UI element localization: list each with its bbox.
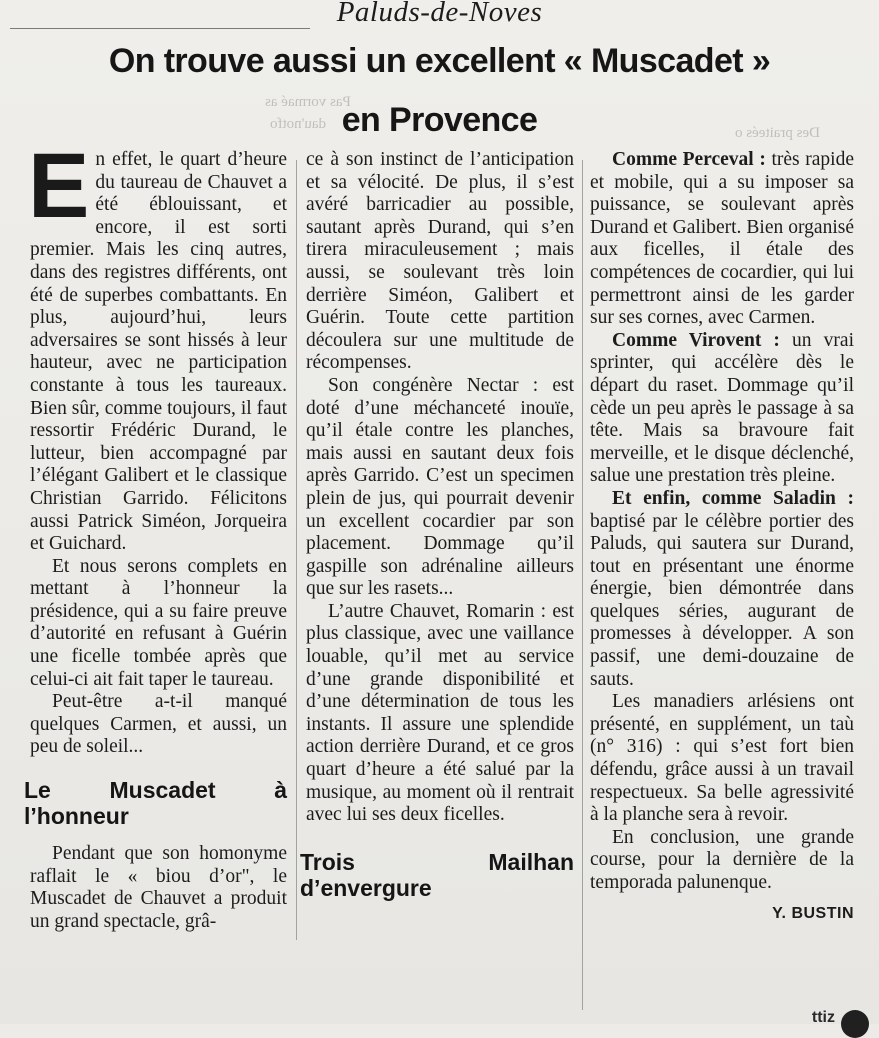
paragraph: Pendant que son homonyme raflait le « biou d’or", le Muscadet de Chauvet a produit un grand spectacle, grâ-	[30, 843, 287, 932]
article-column-1	[24, 135, 287, 933]
paragraph	[590, 488, 854, 691]
drop-cap: E	[28, 135, 90, 237]
paragraph-text: baptisé par le célèbre portier des Paluds, qui sautera sur Durand, tout en présentant une énorme énergie, bien démontrée dans quelques séries, augurant de promesses à développer. A son passif, une demi-douzaine de sauts.	[590, 510, 854, 690]
paragraph: Les manadiers arlésiens ont présenté, en supplément, un taù (n° 316) : qui s’est fort bien défendu, grâce aussi à un travail respectueux. Sa belle agressivité à la planche sera à revoir.	[590, 691, 854, 826]
paragraph: L’autre Chauvet, Romarin : est plus classique, avec une vaillance louable, qu’il met au service d’une grande disponibilité et d’une détermination de tous les instants. Il assure une splendide action derrière Durand, et ce gros quart d’heure a été salué par la musique, au moment où il rentrait avec lui ses deux ficelles.	[306, 600, 574, 826]
cut-off-graphic	[841, 1010, 869, 1038]
author-byline: Y. BUSTIN	[772, 904, 854, 922]
article-kicker: Paluds-de-Noves	[336, 0, 543, 28]
paragraph	[28, 135, 287, 556]
section-subhead: Le Muscadet à l’honneur	[24, 777, 287, 830]
bleed-through-text: dau'notfo	[270, 116, 327, 132]
section-subhead: Trois Mailhan d’envergure	[300, 848, 574, 901]
headline-line-2: en Provence	[341, 101, 538, 139]
bleed-through-text: Des praiteés o	[735, 125, 820, 141]
paragraph-text: très rapide et mobile, qui a su imposer sa puissance, se soulevant après Durand et Galibert. Bien organisé aux ficelles, il étale des compétences de cocardier, qui lui permettront ainsi de les garder sur ses cornes, avec Carmen.	[590, 149, 854, 329]
bleed-through-text: Pas vormaé as	[265, 94, 351, 110]
bull-name: Et enfin, comme Saladin :	[612, 487, 854, 509]
bull-name: Comme Virovent :	[612, 329, 780, 351]
cut-off-text: ttiz	[811, 1009, 835, 1026]
headline-line-1: On trouve aussi un excellent « Muscadet »	[108, 42, 771, 80]
paragraph: Son congénère Nectar : est doté d’une méchanceté inouïe, qu’il étale contre les planches, mais aussi en sautant deux fois après Garrido. C’est un specimen plein de jus, qui pourrait devenir un excellent cocardier par son placement. Dommage qu’il gaspille son adrénaline ailleurs que sur les rasets...	[306, 374, 574, 600]
bull-name: Comme Perceval :	[612, 149, 766, 170]
paragraph: En conclusion, une grande course, pour la dernière de la temporada palunenque.	[590, 826, 854, 893]
article-column-2	[300, 149, 574, 915]
paragraph: Et nous serons complets en mettant à l’honneur la présidence, qui a su faire preuve d’autorité en refusant à Guérin une ficelle tombée après que celui-ci ait fait taper le taureau.	[30, 555, 287, 690]
article-column-3	[590, 149, 854, 925]
paragraph	[590, 149, 854, 330]
paragraph: ce à son instinct de l’anticipation et sa vélocité. De plus, il s’est avéré barricadier au possible, sautant après Durand, qui s’en tirera miraculeusement ; mais aussi, se soulevant très loin derrière Siméon, Galibert et Guérin. Toute cette partition découlera sur une multitude de récompenses.	[306, 149, 574, 374]
paragraph-text: un vrai sprinter, qui accélère dès le départ du raset. Dommage qu’il cède un peu après le passage à sa tête. Mais sa bravoure fait merveille, et le disque déclenché, salue une prestation très pleine.	[590, 329, 854, 487]
column-rule	[296, 160, 297, 940]
paragraph-text: n effet, le quart d’heure du taureau de Chauvet a été éblouissant, et encore, il est sorti premier. Mais les cinq autres, dans des registres différents, ont été de superbes combattants. En plus, aujourd’hui, leurs adversaires se sont hissés à leur hauteur, avec ne participation constante à tous les taureaux. Bien sûr, comme toujours, il faut ressortir Frédéric Durand, le lutteur, bien accompagné par l’élégant Galibert et le classique Christian Garrido. Félicitons aussi Patrick Siméon, Jorqueira et Guichard.	[30, 149, 287, 555]
column-rule	[582, 160, 583, 1010]
paragraph: Peut-être a-t-il manqué quelques Carmen, et aussi, un peu de soleil...	[30, 691, 287, 758]
paragraph	[590, 330, 854, 488]
